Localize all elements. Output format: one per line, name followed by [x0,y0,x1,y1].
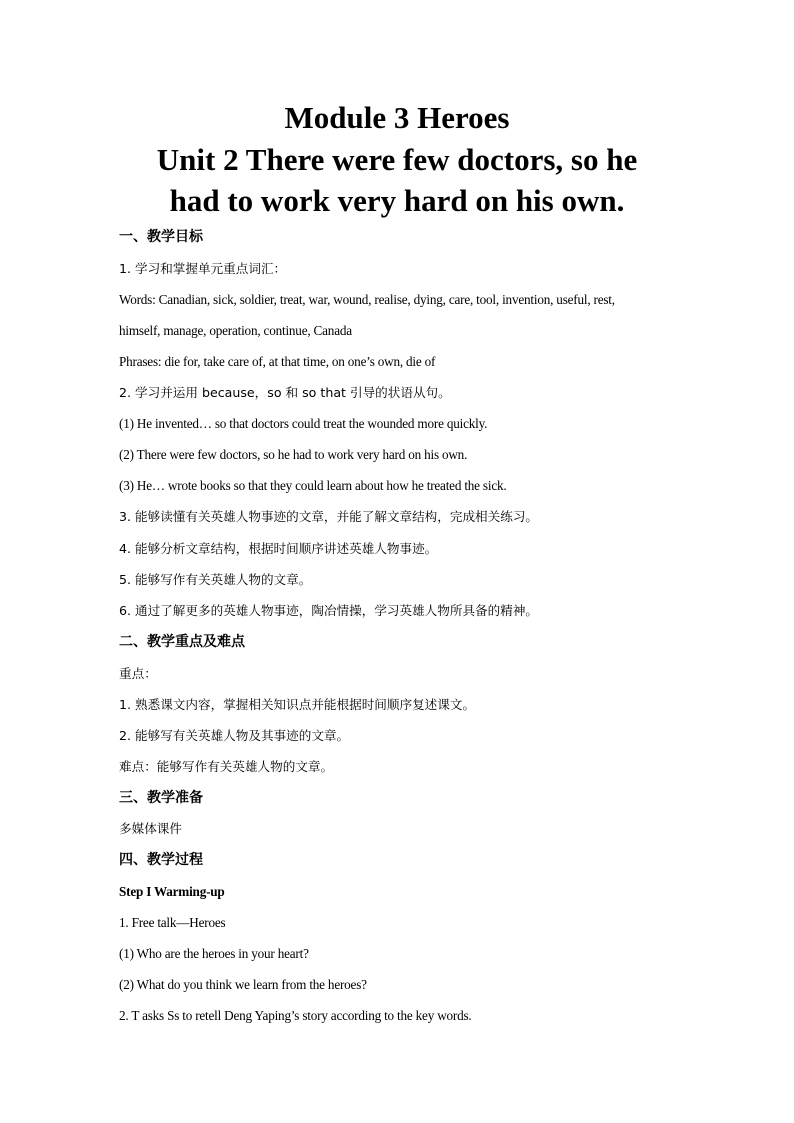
key-points-label: 重点： [119,666,157,681]
section-heading-teaching-preparation: 三、教学准备 [119,790,203,806]
objective-item-4: 4. 能够分析文章结构，根据时间顺序讲述英雄人物事迹。 [119,541,438,556]
document-title-unit: Unit 2 There were few doctors, so he [156,142,638,177]
step-heading-warming-up: Step I Warming-up [119,884,225,899]
objective-item-6: 6. 通过了解更多的英雄人物事迹，陶冶情操，学习英雄人物所具备的精神。 [119,603,539,618]
objective-item-5: 5. 能够写作有关英雄人物的文章。 [119,572,312,587]
objective-item-1: 1. 学习和掌握单元重点词汇： [119,261,287,276]
process-item-free-talk: 1. Free talk—Heroes [119,915,226,930]
vocabulary-phrases: Phrases: die for, take care of, at that time, on one’s own, die of [119,354,436,369]
key-point-2: 2. 能够写有关英雄人物及其事迹的文章。 [119,728,350,743]
example-sentence-1: (1) He invented… so that doctors could treat the wounded more quickly. [119,416,488,431]
discussion-question-2: (2) What do you think we learn from the heroes? [119,977,367,992]
teaching-preparation-content: 多媒体课件 [119,821,182,836]
section-heading-teaching-process: 四、教学过程 [119,852,203,868]
objective-item-2: 2. 学习并运用 because，so 和 so that 引导的状语从句。 [119,385,451,400]
discussion-question-1: (1) Who are the heroes in your heart? [119,946,309,961]
key-point-1: 1. 熟悉课文内容，掌握相关知识点并能根据时间顺序复述课文。 [119,697,476,712]
vocabulary-words-line-2: himself, manage, operation, continue, Canada [119,323,352,338]
difficulty-point: 难点：能够写作有关英雄人物的文章。 [119,759,334,774]
example-sentence-3: (3) He… wrote books so that they could learn about how he treated the sick. [119,478,507,493]
vocabulary-words-line-1: Words: Canadian, sick, soldier, treat, war, wound, realise, dying, care, tool, invention, useful, rest, [119,292,615,307]
example-sentence-2: (2) There were few doctors, so he had to work very hard on his own. [119,447,468,462]
document-title-unit-continued: had to work very hard on his own. [169,183,625,218]
objective-item-3: 3. 能够读懂有关英雄人物事迹的文章，并能了解文章结构，完成相关练习。 [119,509,539,524]
section-heading-key-points: 二、教学重点及难点 [119,634,245,650]
process-item-retell-task: 2. T asks Ss to retell Deng Yaping’s story according to the key words. [119,1008,472,1023]
section-heading-teaching-objectives: 一、教学目标 [119,229,203,245]
document-title-module: Module 3 Heroes [284,100,510,135]
